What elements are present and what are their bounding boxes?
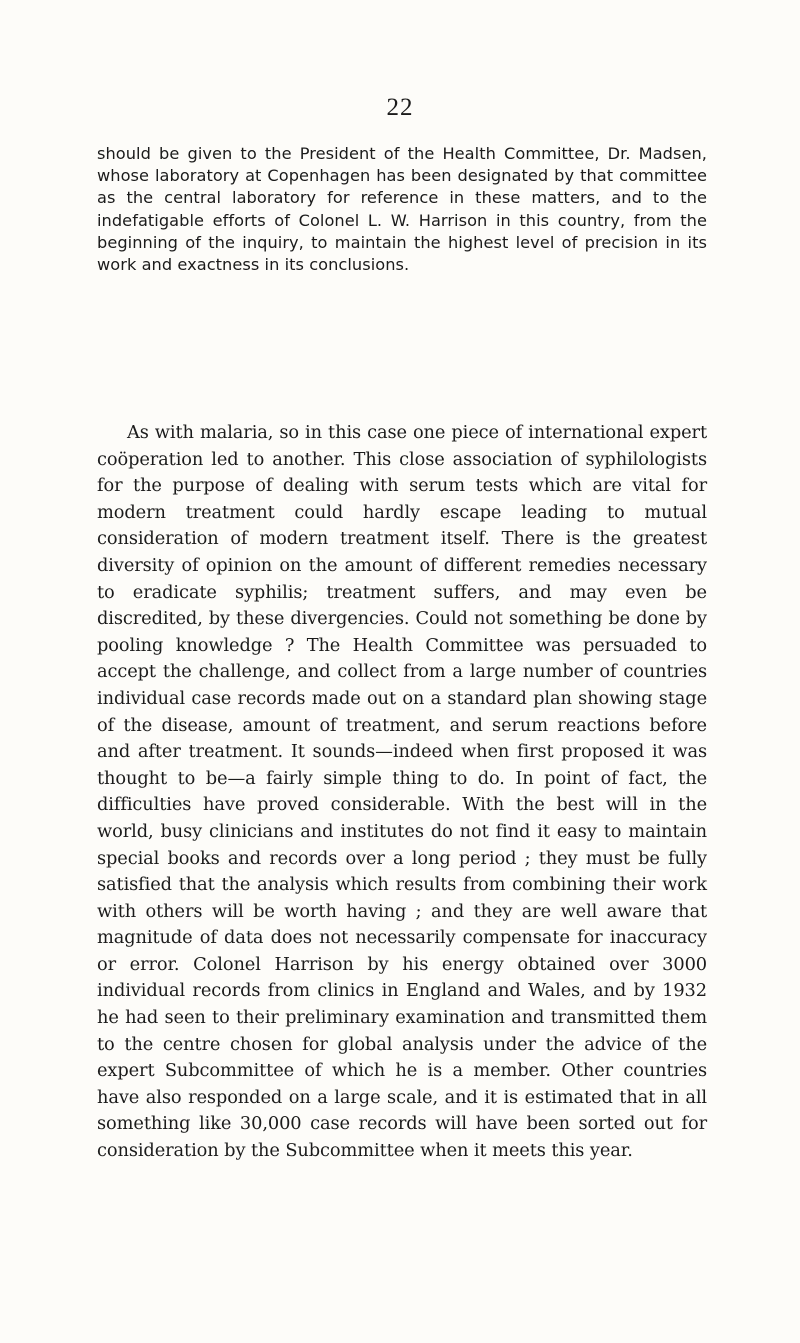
paragraph-continuation: should be given to the President of the Health Committee, Dr. Madsen, whose laboratory at Copenhagen has been designated by that committee as the central laboratory for reference in these matters, and to the indefatigable efforts of Colonel L. W. Harrison in this country, from the beginning of the inquiry, to maintain the highest level of precision in its work and exactness in its conclusions.: [97, 144, 707, 275]
page-number: 22: [386, 94, 414, 121]
paragraph-international-cooperation: As with malaria, so in this case one piece of international expert coöperation led to another. This close association of syphilologists for the purpose of dealing with serum tests which are vital for modern treatment could hardly escape leading to mutual consideration of modern treatment itself. There is the greatest diversity of opinion on the amount of different remedies necessary to eradicate syphilis; treatment suffers, and may even be discredited, by these divergencies. Could not something be done by pooling knowledge ? The Health Committee was persuaded to accept the challenge, and collect from a large number of countries individual case records made out on a standard plan showing stage of the disease, amount of treatment, and serum reactions before and after treatment. It sounds—indeed when first proposed it was thought to be—a fairly simple thing to do. In point of fact, the difficulties have proved considerable. With the best will in the world, busy clinicians and institutes do not find it easy to maintain special books and records over a long period ; they must be fully satisfied that the analysis which results from combining their work with others will be worth having ; and they are well aware that magnitude of data does not necessarily compensate for inaccuracy or error. Colonel Harrison by his energy obtained over 3000 individual records from clinics in England and Wales, and by 1932 he had seen to their preliminary examination and transmitted them to the centre chosen for global analysis under the advice of the expert Subcommittee of which he is a member. Other countries have also responded on a large scale, and it is estimated that in all something like 30,000 case records will have been sorted out for consideration by the Subcommittee when it meets this year.: [97, 422, 707, 1162]
